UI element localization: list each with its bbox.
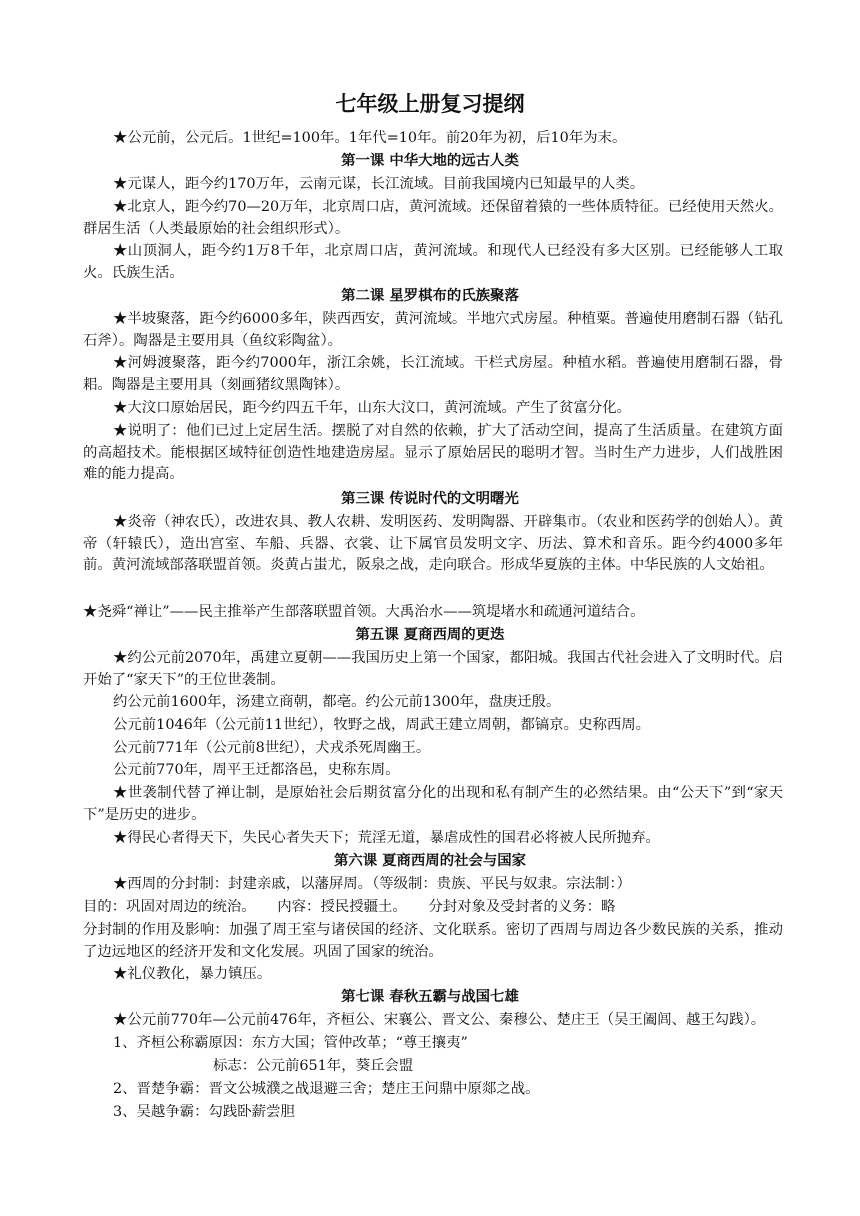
lesson-5-paragraph-7: ★得民心者得天下，失民心者失天下；荒淫无道，暴虐成性的国君必将被人民所抛弃。 (113, 830, 660, 846)
lesson-5-paragraph-5: 公元前770年，周平王迁都洛邑，史称东周。 (113, 762, 400, 778)
lesson-7-item-1: 1、齐桓公称霸原因：东方大国；管仲改革；“尊王攘夷” (113, 1035, 468, 1051)
lesson-7-paragraph-1: ★公元前770年—公元前476年，齐桓公、宋襄公、晋文公、秦穆公、楚庄王（吴王阖闾、越王勾践）。 (113, 1012, 766, 1028)
lesson-1-paragraph-1: ★元谋人，距今约170万年，云南元谋，长江流域。目前我国境内已知最早的人类。 (113, 176, 645, 192)
lesson-3-paragraph-1: ★炎帝（神农氏），改进农具、教人农耕、发明医药、发明陶器、开辟集市。（农业和医药学的创始人）。黄帝（轩辕氏），造出宫室、车船、兵器、衣裳、让下属官员发明文字、历法、算术和音乐。距今约4000多年前。黄河流域部落联盟首领。炎黄占蚩尤，阪泉之战，走向联合。形成华夏族的主体。中华民族的人文始祖。 (83, 514, 783, 573)
lesson-1-paragraph-3: ★山顶洞人，距今约1万8千年，北京周口店，黄河流域。和现代人已经没有多大区别。已经能够人工取火。氏族生活。 (83, 243, 783, 281)
lesson-7-item-3: 3、吴越争霸：勾践卧薪尝胆 (113, 1104, 295, 1120)
document-title: 七年级上册复习提纲 (335, 92, 525, 116)
lesson-6-paragraph-3: 分封制的作用及影响：加强了周王室与诸侯国的经济、文化联系。密切了西周与周边各少数民族的关系，推动了边远地区的经济开发和文化发展。巩固了国家的统治。 (83, 922, 783, 960)
intro-paragraph: ★公元前，公元后。1世纪=100年。1年代=10年。前20年为初，后10年为末。 (113, 130, 627, 146)
lesson-2-paragraph-2: ★河姆渡聚落，距今约7000年，浙江余姚，长江流域。干栏式房屋。种植水稻。普遍使用磨制石器，骨耜。陶器是主要用具（刻画猪纹黑陶钵）。 (83, 355, 783, 393)
lesson-2-heading: 第二课 星罗棋布的氏族聚落 (341, 288, 519, 304)
lesson-5-paragraph-3: 公元前1046年（公元前11世纪），牧野之战，周武王建立周朝，都镐京。史称西周。 (113, 717, 651, 733)
lesson-5-paragraph-4: 公元前771年（公元前8世纪），犬戎杀死周幽王。 (113, 740, 431, 756)
lesson-5-heading: 第五课 夏商西周的更迭 (355, 627, 505, 643)
lesson-5-paragraph-1: ★约公元前2070年，禹建立夏朝——我国历史上第一个国家，都阳城。我国古代社会进入了文明时代。启开始了“家天下”的王位世袭制。 (83, 650, 783, 688)
lesson-7-heading: 第七课 春秋五霸与战国七雄 (341, 989, 519, 1005)
lesson-7-item-2: 2、晋楚争霸：晋文公城濮之战退避三舍；楚庄王问鼎中原郯之战。 (113, 1081, 540, 1097)
lesson-6-paragraph-4: ★礼仪教化，暴力镇压。 (113, 966, 272, 982)
lesson-6-heading: 第六课 夏商西周的社会与国家 (333, 853, 527, 869)
lesson-1-paragraph-2: ★北京人，距今约70—20万年，北京周口店，黄河流域。还保留着猿的一些体质特征。已经使用天然火。群居生活（人类最原始的社会组织形式）。 (83, 199, 783, 237)
lesson-2-paragraph-1: ★半坡聚落，距今约6000多年，陕西西安，黄河流域。半地穴式房屋。种植粟。普遍使用磨制石器（钻孔石斧）。陶器是主要用具（鱼纹彩陶盆）。 (83, 311, 783, 349)
lesson-6-paragraph-1: ★西周的分封制：封建亲戚，以藩屏周。（等级制：贵族、平民与奴隶。宗法制：） (113, 876, 632, 892)
lesson-5-paragraph-6: ★世袭制代替了禅让制，是原始社会后期贫富分化的出现和私有制产生的必然结果。由“公天下”到“家天下”是历史的进步。 (83, 785, 783, 823)
lesson-6-paragraph-2: 目的：巩固对周边的统治。 内容：授民授疆土。 分封对象及受封者的义务：略 (83, 899, 616, 915)
lesson-2-paragraph-4: ★说明了：他们已过上定居生活。摆脱了对自然的依赖，扩大了活动空间，提高了生活质量。在建筑方面的高超技术。能根据区域特征创造性地建造房屋。显示了原始居民的聪明才智。当时生产力进步，人们战胜困难的能力提高。 (83, 423, 783, 482)
lesson-3-paragraph-2: ★尧舜“禅让”——民主推举产生部落联盟首领。大禹治水——筑堤堵水和疏通河道结合。 (83, 604, 645, 620)
lesson-2-paragraph-3: ★大汶口原始居民，距今约四五千年，山东大汶口，黄河流域。产生了贫富分化。 (113, 400, 632, 416)
lesson-5-paragraph-2: 约公元前1600年，汤建立商朝，都亳。约公元前1300年，盘庚迁殷。 (113, 694, 561, 710)
lesson-7-item-1-sub: 标志：公元前651年，葵丘会盟 (213, 1058, 414, 1074)
lesson-3-heading: 第三课 传说时代的文明曙光 (341, 491, 519, 507)
lesson-1-heading: 第一课 中华大地的远古人类 (341, 153, 519, 169)
